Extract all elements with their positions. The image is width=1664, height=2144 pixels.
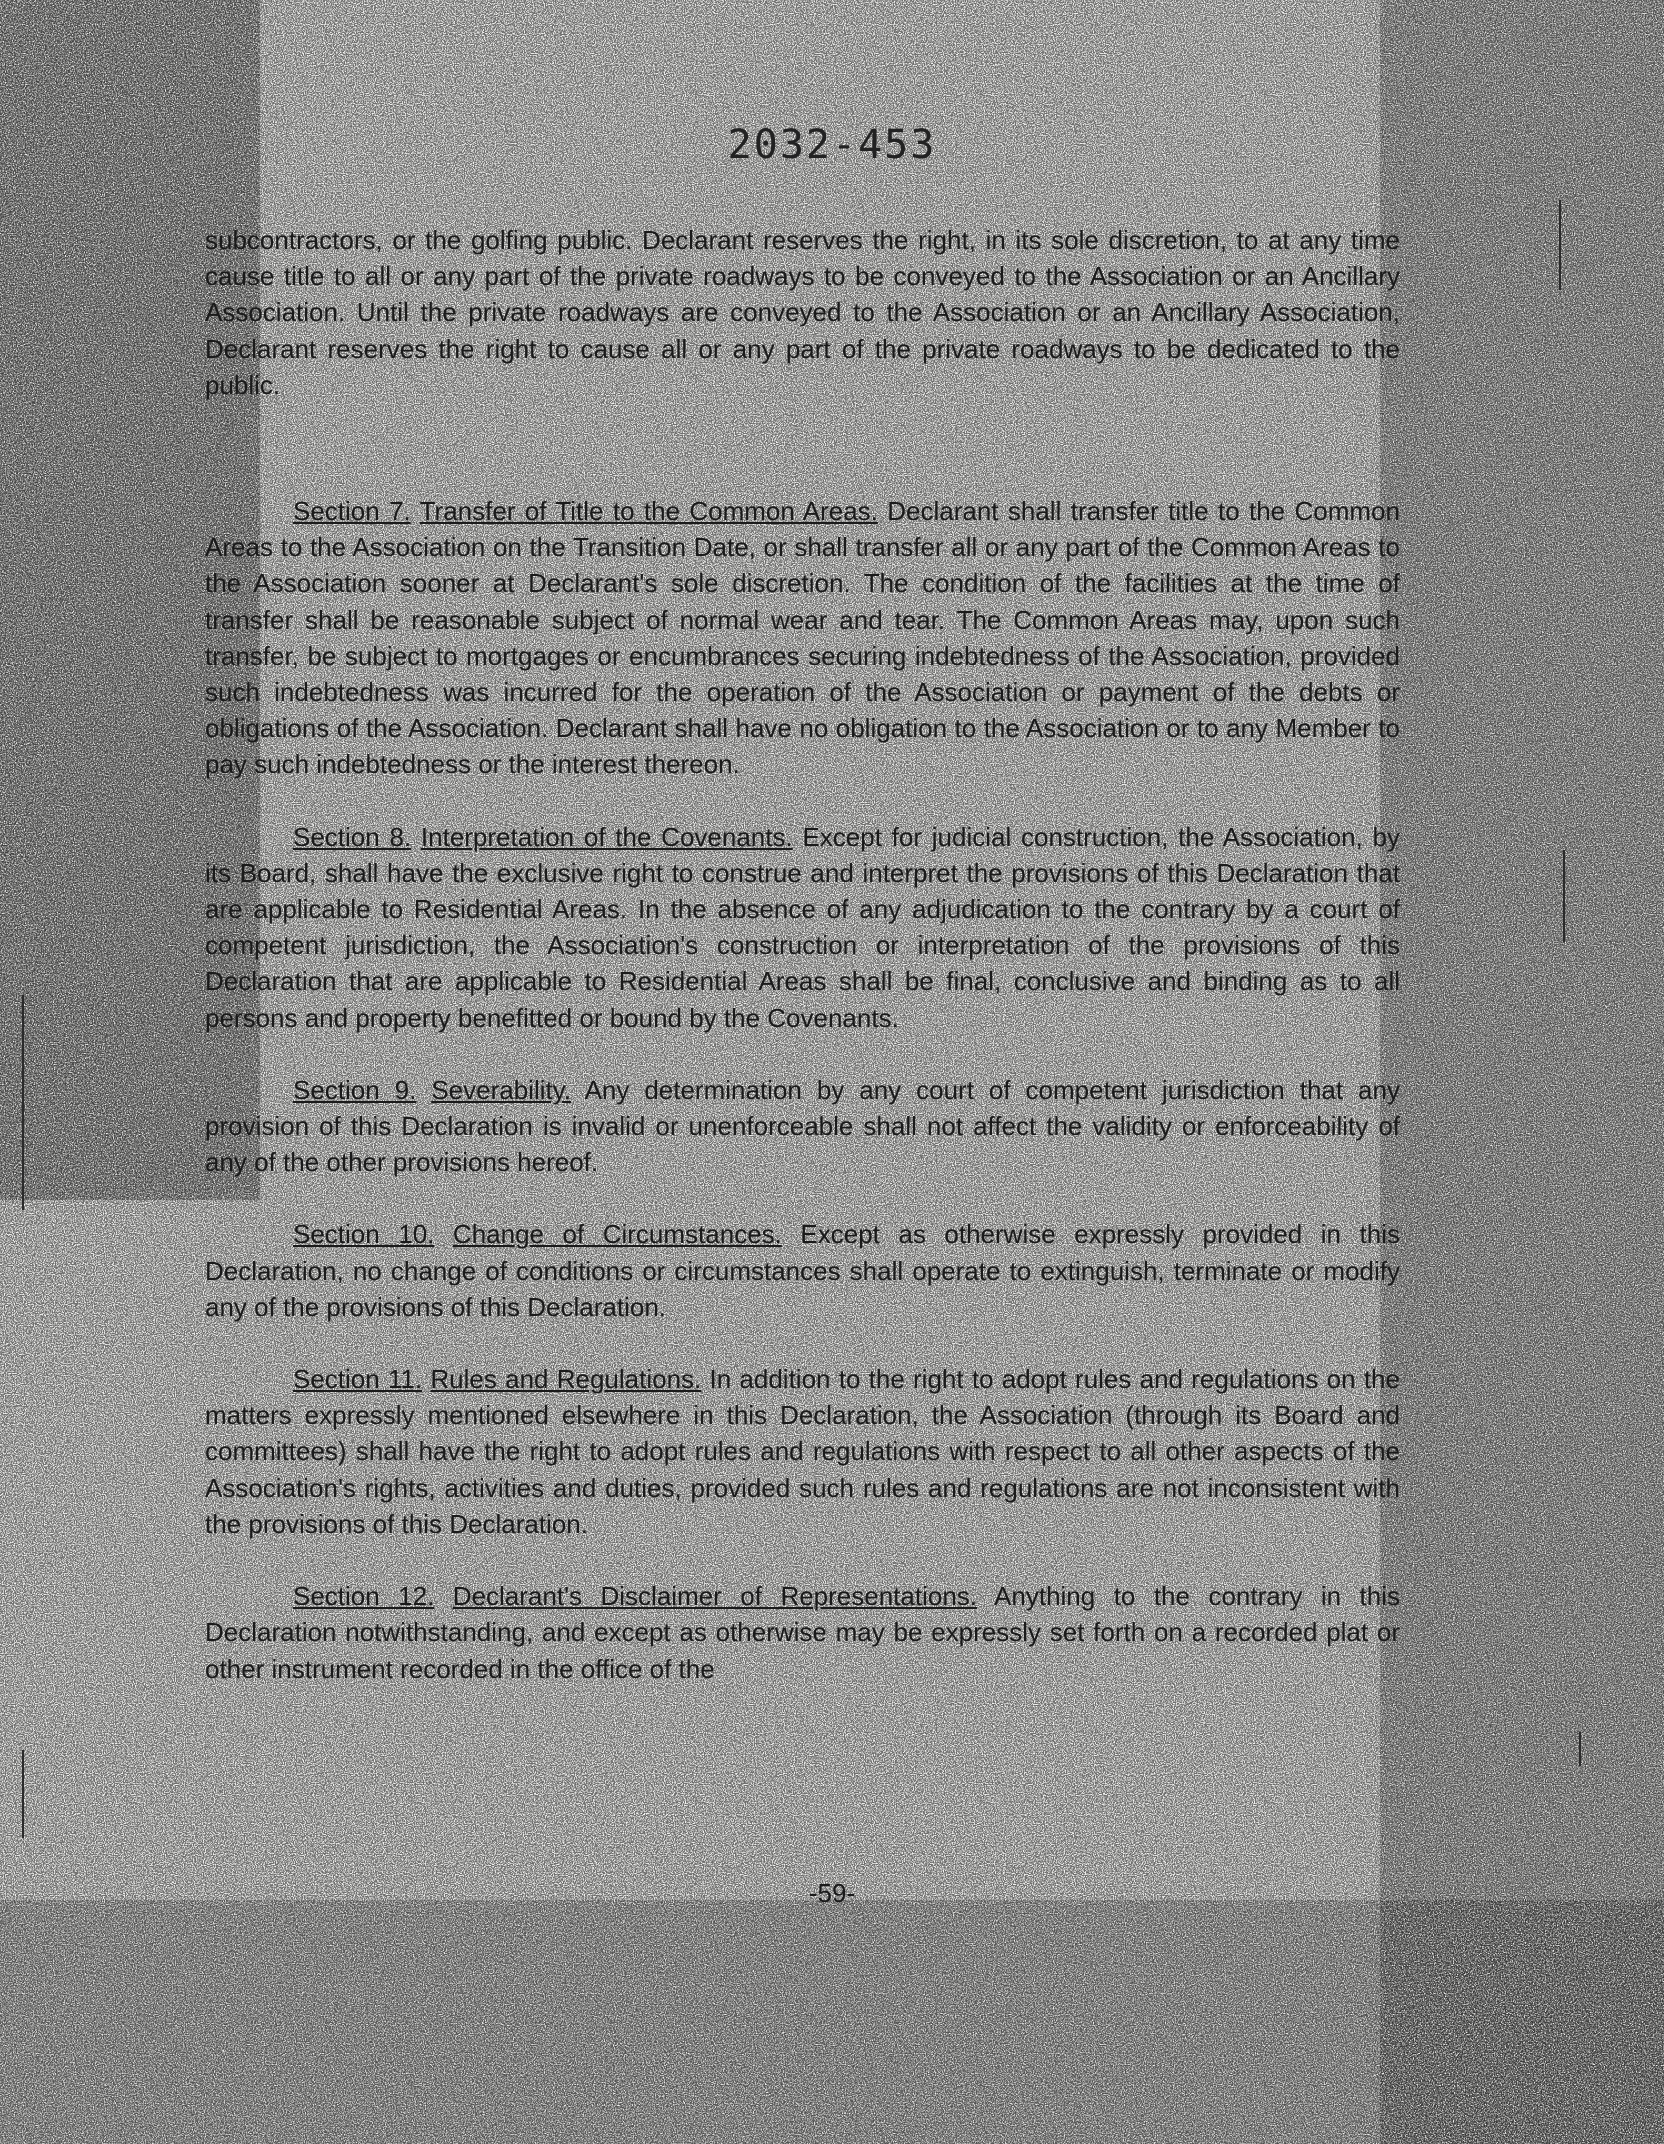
section-10-paragraph: [205, 1216, 1400, 1325]
margin-mark-right-top: [1559, 200, 1561, 290]
section-8-label: Section 8.: [293, 821, 412, 852]
section-11-title: Rules and Regulations.: [430, 1364, 702, 1395]
document-body: [205, 222, 1400, 1687]
section-9-paragraph: [205, 1072, 1400, 1181]
margin-mark-left-mid: [22, 995, 24, 1210]
section-8-paragraph: [205, 819, 1400, 1036]
section-9-title: Severability.: [431, 1074, 572, 1105]
section-7-title: Transfer of Title to the Common Areas.: [419, 496, 878, 527]
section-7-label: Section 7.: [293, 496, 411, 527]
recording-number: 2032-453: [727, 122, 937, 168]
section-10-text: Except as otherwise expressly provided in this Declaration, no change of conditions or circumstances shall operate to extinguish, terminate or modify any of the provisions of this Declaration.: [205, 1219, 1401, 1322]
section-12-text: Anything to the contrary in this Declaration notwithstanding, and except as otherwise may be expressly set forth on a recorded plat or other instrument recorded in the office of the: [205, 1581, 1400, 1684]
section-7-text: Declarant shall transfer title to the Common Areas to the Association on the Transition Date, or shall transfer all or any part of the Common Areas to the Association sooner at Declarant's sole discretion. The condition of the facilities at the time of transfer shall be reasonable subject of normal wear and tear. The Common Areas may, upon such transfer, be subject to mortgages or encumbrances securing indebtedness of the Association, provided such indebtedness was incurred for the operation of the Association or payment of the debts or obligations of the Association. Declarant shall have no obligation to the Association or to any Member to pay such indebtedness or the interest thereon.: [205, 496, 1400, 780]
section-10-label: Section 10.: [293, 1219, 435, 1250]
section-12-label: Section 12.: [293, 1581, 435, 1612]
intro-paragraph: subcontractors, or the golfing public. Declarant reserves the right, in its sole discretion, to at any time cause title to all or any part of the private roadways to be conveyed to the Association or an Ancillary Association. Until the private roadways are conveyed to the Association or an Ancillary Association, Declarant reserves the right to cause all or any part of the private roadways to be dedicated to the public.: [205, 225, 1400, 400]
section-11-paragraph: [205, 1361, 1400, 1542]
section-9-label: Section 9.: [293, 1074, 417, 1105]
section-12-paragraph: [205, 1578, 1400, 1687]
section-11-label: Section 11.: [293, 1364, 423, 1395]
section-11-text: In addition to the right to adopt rules and regulations on the matters expressly mentioned elsewhere in this Declaration, the Association (through its Board and committees) shall have the right to adopt rules and regulations with respect to all other aspects of the Association's rights, activities and duties, provided such rules and regulations are not inconsistent with the provisions of this Declaration.: [205, 1364, 1400, 1539]
section-9-text: Any determination by any court of competent jurisdiction that any provision of this Declaration is invalid or unenforceable shall not affect the validity or enforceability of any of the other provisions hereof.: [205, 1074, 1400, 1178]
margin-mark-left-low: [22, 1750, 24, 1838]
section-7-paragraph: [205, 493, 1400, 783]
margin-mark-right-low: [1579, 1732, 1581, 1766]
section-8-title: Interpretation of the Covenants.: [420, 821, 793, 852]
section-12-title: Declarant's Disclaimer of Representations.: [452, 1581, 978, 1612]
page-number: -59-: [808, 1878, 856, 1908]
section-8-text: Except for judicial construction, the Association, by its Board, shall have the exclusive right to construe and interpret the provisions of this Declaration that are applicable to Residential Areas. In the absence of any adjudication to the contrary by a court of competent jurisdiction, the Association's construction or interpretation of the provisions of this Declaration that are applicable to Residential Areas shall be final, conclusive and binding as to all persons and property benefitted or bound by the Covenants.: [205, 821, 1400, 1033]
margin-mark-right-mid: [1563, 850, 1565, 942]
section-10-title: Change of Circumstances.: [452, 1219, 782, 1250]
